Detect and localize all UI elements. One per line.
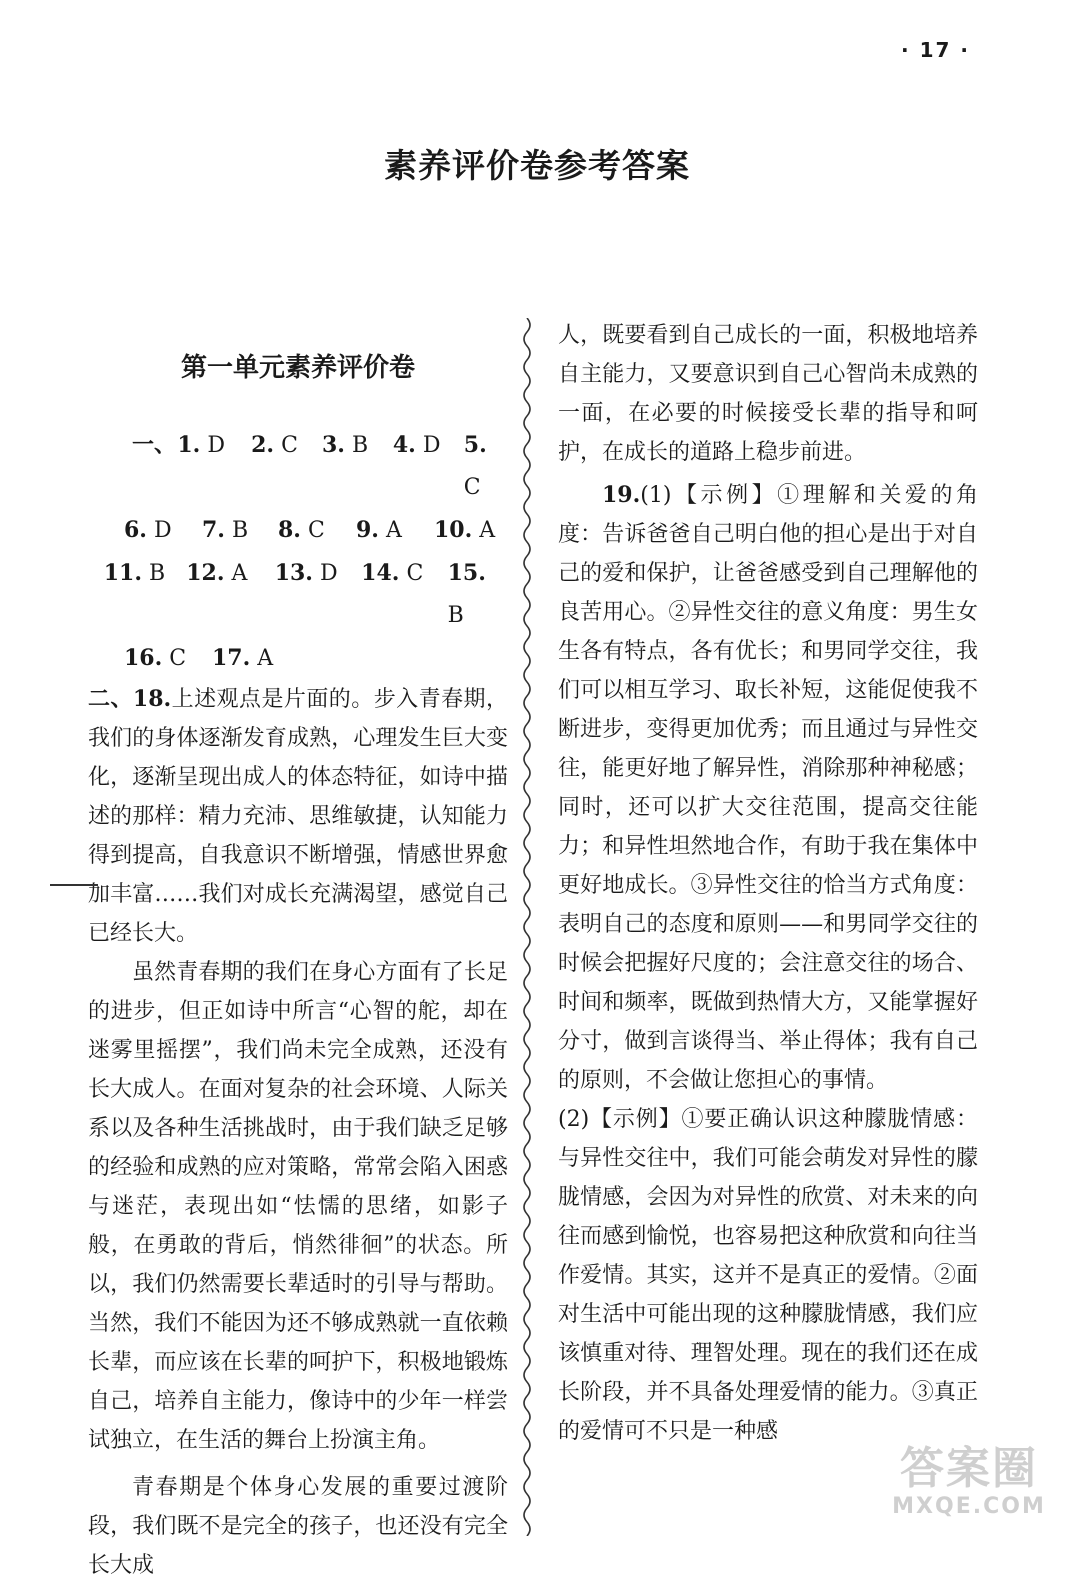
mc-item: 2. C	[251, 432, 298, 458]
mc-item: 13. D	[274, 560, 338, 586]
column-divider-wavy-line	[512, 318, 542, 1536]
mc-item: 8. C	[278, 517, 325, 543]
margin-dash	[50, 884, 98, 886]
page-title: 素养评价卷参考答案	[384, 146, 690, 185]
mc-item: 16. C	[124, 645, 187, 671]
mc-item: 10. A	[434, 517, 496, 543]
q19-part-1: 19.(1)【示例】①理解和关爱的角度：告诉爸爸自己明白他的担心是出于对自己的爱和保护，让爸爸感受到自己理解他的良苦用心。②异性交往的意义角度：男生女生各有特点，各有优长；和男同学交往，我们可以相互学习、取长补短，这能促使我不断进步，变得更加优秀；而且通过与异性交往，能更好地了解异性，消除那种神秘感；同时，还可以扩大交往范围，提高交往能力；和异性坦然地合作，有助于我在集体中更好地成长。③异性交往的恰当方式角度：表明自己的态度和原则——和男同学交往的时候会把握好尺度的；会注意交往的场合、时间和频率，既做到热情大方，又能掌握好分寸，做到言谈得当、举止得体；我有自己的原则，不会做让您担心的事情。	[558, 482, 978, 1093]
mc-item: 5. C	[463, 432, 487, 500]
mc-prefix: 一、	[132, 432, 177, 458]
mc-item: 11. B	[103, 560, 166, 586]
page-number: · 17 ·	[901, 38, 970, 62]
mc-item: 17. A	[212, 645, 274, 671]
multiple-choice-answers	[88, 424, 508, 680]
mc-item: 1. D	[177, 432, 225, 458]
left-column	[88, 348, 508, 1585]
mc-row	[88, 509, 508, 552]
q19-part-2: (2)【示例】①要正确认识这种朦胧情感：与异性交往中，我们可能会萌发对异性的朦胧情感，会因为对异性的欣赏、对未来的向往而感到愉悦，也容易把这种欣赏和向往当作爱情。其实，这并不是真正的爱情。②面对生活中可能出现的这种朦胧情感，我们应该慎重对待、理智处理。现在的我们还在成长阶段，并不具备处理爱情的能力。③真正的爱情可不只是一种感	[558, 1107, 978, 1444]
mc-row	[88, 637, 508, 680]
mc-item: 14. C	[361, 560, 424, 586]
mc-item: 9. A	[356, 517, 402, 543]
mc-row	[88, 424, 508, 509]
mc-item: 4. D	[392, 432, 441, 458]
q18-paragraph-2: 虽然青春期的我们在身心方面有了长足的进步，但正如诗中所言“心智的舵，却在迷雾里摇摆”，我们尚未完全成熟，还没有长大成人。在面对复杂的社会环境、人际关系以及各种生活挑战时，由于我们缺乏足够的经验和成熟的应对策略，常常会陷入困惑与迷茫，表现出如“怯懦的思绪，如影子般，在勇敢的背后，悄然徘徊”的状态。所以，我们仍然需要长辈适时的引导与帮助。当然，我们不能因为还不够成熟就一直依赖长辈，而应该在长辈的呵护下，积极地锻炼自己，培养自主能力，像诗中的少年一样尝试独立，在生活的舞台上扮演主角。	[88, 960, 508, 1453]
mc-item: 12. A	[186, 560, 248, 586]
mc-row	[88, 552, 508, 637]
mc-item: 7. B	[202, 517, 249, 543]
mc-item: 15. B	[447, 560, 486, 628]
q18-paragraph-3: 青春期是个体身心发展的重要过渡阶段，我们既不是完全的孩子，也还没有完全长大成	[88, 1475, 508, 1578]
right-column	[558, 316, 978, 1451]
q18-paragraph-1: 二、18.上述观点是片面的。步入青春期，我们的身体逐渐发育成熟，心理发生巨大变化，逐渐呈现出成人的体态特征，如诗中描述的那样：精力充沛、思维敏捷，认知能力得到提高，自我意识不断增强，情感世界愈加丰富……我们对成长充满渴望，感觉自己已经长大。	[88, 686, 508, 946]
q18-paragraph-3-continued: 人，既要看到自己成长的一面，积极地培养自主能力，又要意识到自己心智尚未成熟的一面，在必要的时候接受长辈的指导和呵护，在成长的道路上稳步前进。	[558, 323, 978, 465]
mc-item: 3. B	[321, 432, 369, 458]
mc-item: 6. D	[124, 517, 172, 543]
section-title: 第一单元素养评价卷	[180, 353, 415, 383]
watermark-logo: 答案圈 MXQE.COM	[892, 1443, 1046, 1519]
